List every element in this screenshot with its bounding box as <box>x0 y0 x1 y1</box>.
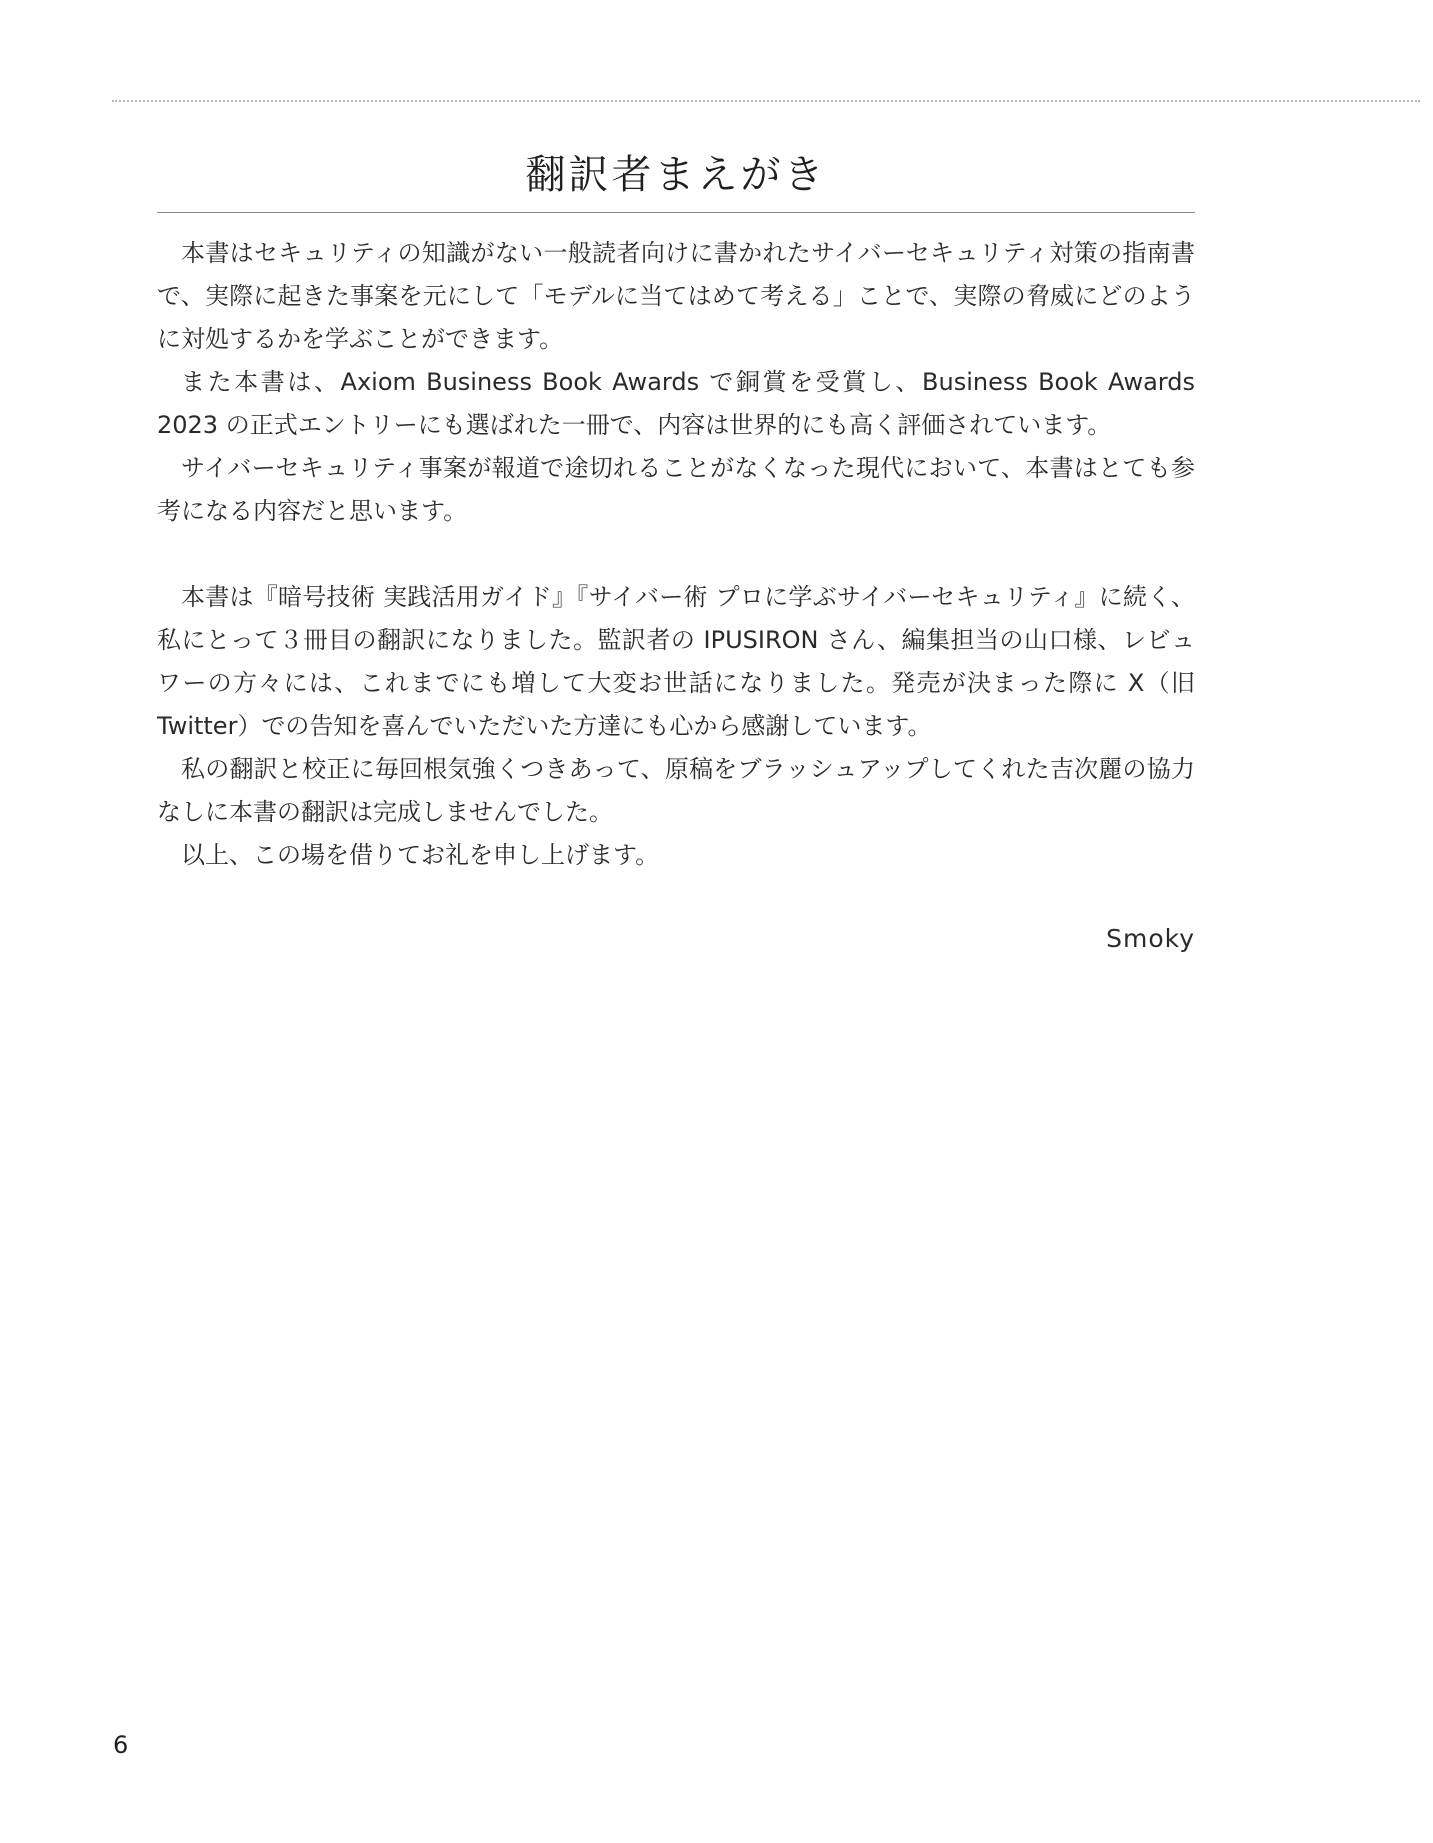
paragraph-5: 私の翻訳と校正に毎回根気強くつきあって、原稿をブラッシュアップしてくれた吉次麗の協力なしに本書の翻訳は完成しませんでした。 <box>157 755 1195 826</box>
paragraph-4: 本書は『暗号技術 実践活用ガイド』『サイバー術 プロに学ぶサイバーセキュリティ』に続く、私にとって３冊目の翻訳になりました。監訳者の IPUSIRON さん、編集担当の山口様、レビュワーの方々には、これまでにも増して大変お世話になりました。発売が決まった際に X（旧 Twitter）での告知を喜んでいただいた方達にも心から感謝しています。 <box>157 583 1195 740</box>
paragraph-2: また本書は、Axiom Business Book Awards で銅賞を受賞し、Business Book Awards 2023 の正式エントリーにも選ばれた一冊で、内容は世界的にも高く評価されています。 <box>157 368 1195 439</box>
paragraph-1: 本書はセキュリティの知識がない一般読者向けに書かれたサイバーセキュリティ対策の指南書で、実際に起きた事案を元にして「モデルに当てはめて考える」ことで、実際の脅威にどのように対処するかを学ぶことができます。 <box>157 239 1195 353</box>
paragraph-3: サイバーセキュリティ事案が報道で途切れることがなくなった現代において、本書はとても参考になる内容だと思います。 <box>157 454 1195 525</box>
paragraph-6: 以上、この場を借りてお礼を申し上げます。 <box>181 841 660 869</box>
header-dotted-rule <box>112 100 1420 102</box>
page-title: 翻訳者まえがき <box>525 152 827 198</box>
page-number: 6 <box>113 1731 129 1759</box>
title-block <box>157 144 1195 213</box>
paragraph-spacer <box>157 533 1195 576</box>
body-text <box>157 232 1195 877</box>
signature: Smoky <box>1106 924 1195 953</box>
